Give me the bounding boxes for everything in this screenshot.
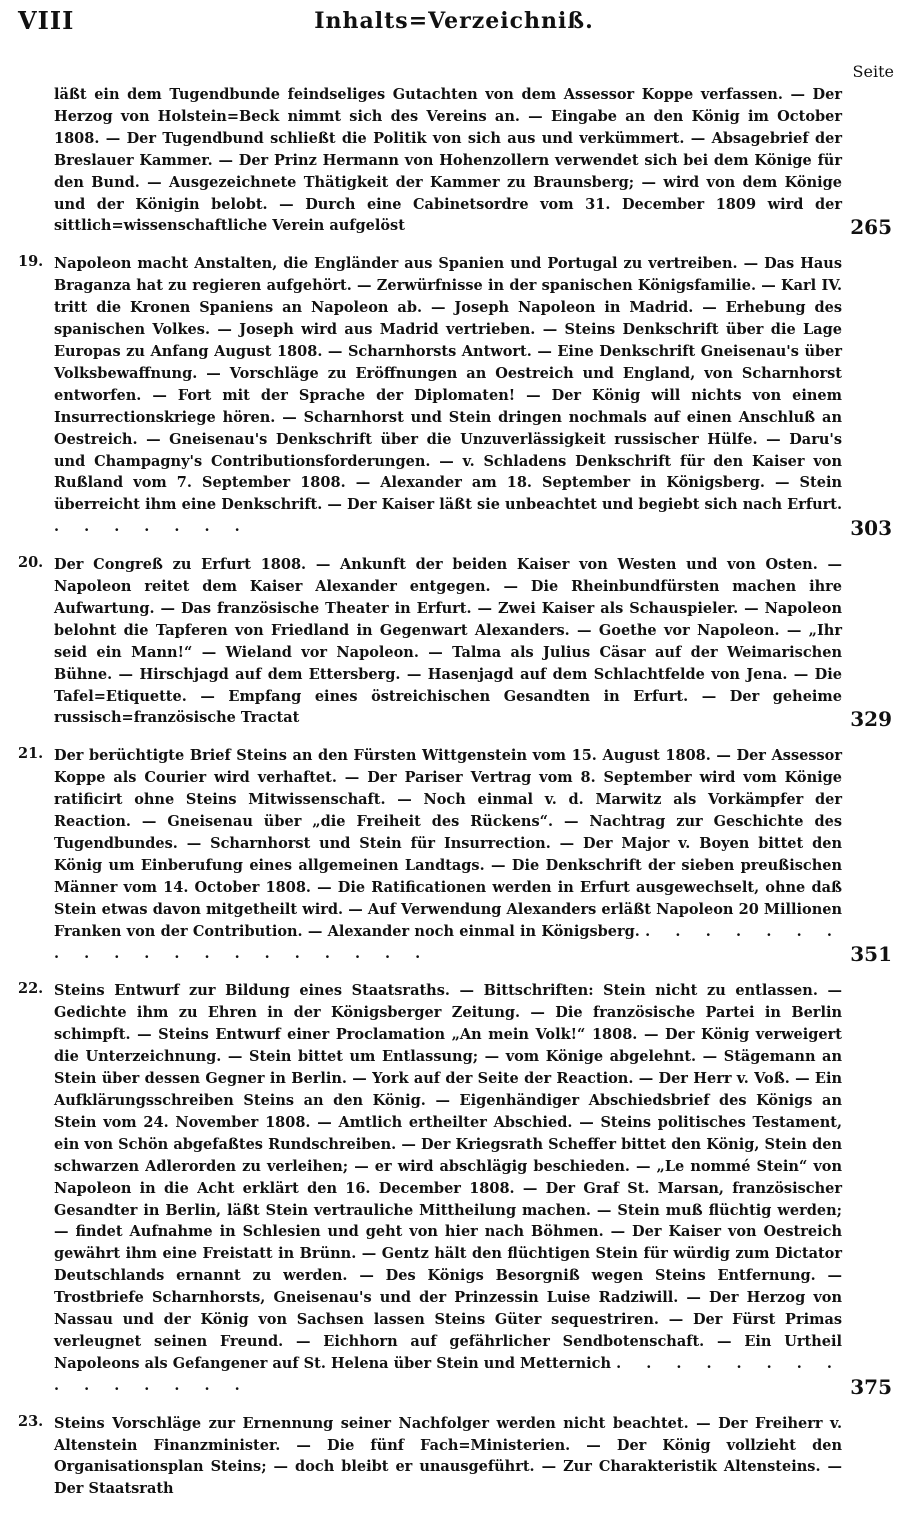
page-number: VIII <box>18 6 75 35</box>
entry-text: Der berüchtigte Brief Steins an den Fürsten Wittgenstein vom 15. August 1808. — Der Assessor Koppe als Courier wird verhaftet. — Der Pariser Vertrag vom 8. September wird vom Könige ratificirt ohne Steins Mitwissenschaft. — Noch einmal v. d. Marwitz als Vorkämpfer der Reaction. — Gneisenau über „die Freiheit des Rückens“. — Nachtrag zur Geschichte des Tugendbundes. — Scharnhorst und Stein für Insurrection. — Der Major v. Boyen bittet den König um Einberufung eines allgemeinen Landtags. — Die Denkschrift der sieben preußischen Männer vom 14. October 1808. — Die Ratificationen werden in Erfurt ausgewechselt, ohne daß Stein etwas davon mitgetheilt wird. — Auf Verwendung Alexanders erläßt Napoleon 20 Millionen Franken von der Contribution. — Alexander noch einmal in Königsberg. . . . . . . . . . . . . . . . . . . . . <box>54 747 842 962</box>
entry-page: 303 <box>850 516 892 541</box>
toc-entry <box>0 554 908 732</box>
entry-number: 21. <box>18 745 44 763</box>
toc-entry <box>0 84 908 240</box>
entry-page: 265 <box>850 215 892 240</box>
entry-text: Steins Entwurf zur Bildung eines Staatsraths. — Bittschriften: Stein nicht zu entlassen. — Gedichte ihm zu Ehren in der Königsberger Zeitung. — Die französische Partei in Berlin schimpft. — Steins Entwurf einer Proclamation „An mein Volk!“ 1808. — Der König verweigert die Unterzeichnung. — Stein bittet um Entlassung; — vom Könige abgelehnt. — Stägemann an Stein über dessen Gegner in Berlin. — York auf der Seite der Reaction. — Der Herr v. Voß. — Ein Aufklärungsschreiben Steins an den König. — Eigenhändiger Abschiedsbrief des Königs an Stein vom 24. November 1808. — Amtlich ertheilter Abschied. — Steins politisches Testament, ein von Schön abgefaßtes Rundschreiben. — Der Kriegsrath Scheffer bittet den König, Stein den schwarzen Adlerorden zu verleihen; — er wird abschlägig beschieden. — „Le nommé Stein“ von Napoleon in die Acht erklärt den 16. December 1808. — Der Graf St. Marsan, französischer Gesandter in Berlin, läßt Stein vertrauliche Mittheilung machen. — Stein muß flüchtig werden; — findet Aufnahme in Schlesien und geht von hier nach Böhmen. — Der Kaiser von Oestreich gewährt ihm eine Freistatt in Brünn. — Gentz hält den flüchtigen Stein für würdig zum Dictator Deutschlands ernannt zu werden. — Des Königs Besorgniß wegen Steins Entfernung. — Trostbriefe Scharnhorsts, Gneisenau's und der Prinzessin Luise Radziwill. — Der Herzog von Nassau und der König von Sachsen lassen Steins Güter sequestriren. — Der Fürst Primas verleugnet seinen Freund. — Eichhorn auf gefährlicher Sendbotenschaft. — Ein Urtheil Napoleons als Gefangener auf St. Helena über Stein und Metternich . . . . . . . . . . . . . . . <box>54 982 842 1394</box>
toc-entry <box>0 1413 908 1501</box>
entry-text: Napoleon macht Anstalten, die Engländer aus Spanien und Portugal zu vertreiben. — Das Haus Braganza hat zu regieren aufgehört. — Zerwürfnisse in der spanischen Königsfamilie. — Karl IV. tritt die Kronen Spaniens an Napoleon ab. — Joseph Napoleon in Madrid. — Erhebung des spanischen Volkes. — Joseph wird aus Madrid vertrieben. — Steins Denkschrift über die Lage Europas zu Anfang August 1808. — Scharnhorsts Antwort. — Eine Denkschrift Gneisenau's über Volksbewaffnung. — Vorschläge zu Eröffnungen an Oestreich und England, von Scharnhorst entworfen. — Fort mit der Sprache der Diplomaten! — Der König will nichts von einem Insurrectionskriege hören. — Scharnhorst und Stein dringen nochmals auf einen Anschluß an Oestreich. — Gneisenau's Denkschrift über die Unzuverlässigkeit russischer Hülfe. — Daru's und Champagny's Contributionsforderungen. — v. Schladens Denkschrift für den Kaiser von Rußland vom 7. September 1808. — Alexander am 18. September in Königsberg. — Stein überreicht ihm eine Denkschrift. — Der Kaiser läßt sie unbeachtet und begiebt sich nach Erfurt. . . . . . . . <box>54 255 842 536</box>
entry-page: 329 <box>850 707 892 732</box>
entry-page: 351 <box>850 942 892 967</box>
toc-entry <box>0 253 908 541</box>
seite-label: Seite <box>852 62 894 81</box>
page-title: Inhalts=Verzeichniß. <box>314 8 594 34</box>
entry-number: 20. <box>18 554 44 572</box>
toc-entries <box>0 84 908 1516</box>
entry-number: 22. <box>18 980 44 998</box>
entry-number: 19. <box>18 253 44 271</box>
entry-number: 23. <box>18 1412 44 1430</box>
toc-entry <box>0 745 908 967</box>
entry-page: 375 <box>850 1374 892 1399</box>
toc-entry <box>0 980 908 1399</box>
entry-text: Steins Vorschläge zur Ernennung seiner Nachfolger werden nicht beachtet. — Der Freiherr v. Altenstein Finanzminister. — Die fünf Fach=Ministerien. — Der König vollzieht den Organisationsplan Steins; — doch bleibt er unausgeführt. — Zur Charakteristik Altensteins. — Der Staatsrath <box>54 1414 842 1498</box>
entry-text: Der Congreß zu Erfurt 1808. — Ankunft der beiden Kaiser von Westen und von Osten. — Napoleon reitet dem Kaiser Alexander entgegen. — Die Rheinbundfürsten machen ihre Aufwartung. — Das französische Theater in Erfurt. — Zwei Kaiser als Schauspieler. — Napoleon belohnt die Tapferen von Friedland in Gegenwart Alexanders. — Goethe vor Napoleon. — „Ihr seid ein Mann!“ — Wieland vor Napoleon. — Talma als Julius Cäsar auf der Weimarischen Bühne. — Hirschjagd auf dem Ettersberg. — Hasenjagd auf dem Schlachtfelde von Jena. — Die Tafel=Etiquette. — Empfang eines östreichischen Gesandten in Erfurt. — Der geheime russisch=französische Tractat <box>54 556 842 727</box>
entry-text: läßt ein dem Tugendbunde feindseliges Gutachten von dem Assessor Koppe verfassen. — Der Herzog von Holstein=Beck nimmt sich des Vereins an. — Eingabe an den König im October 1808. — Der Tugendbund schließt die Politik von sich aus und verkümmert. — Absagebrief der Breslauer Kammer. — Der Prinz Hermann von Hohenzollern verwendet sich bei dem Könige für den Bund. — Ausgezeichnete Thätigkeit der Kammer zu Braunsberg; — wird von dem Könige und der Königin belobt. — Durch eine Cabinetsordre vom 31. December 1809 wird der sittlich=wissenschaftliche Verein aufgelöst <box>54 86 842 235</box>
